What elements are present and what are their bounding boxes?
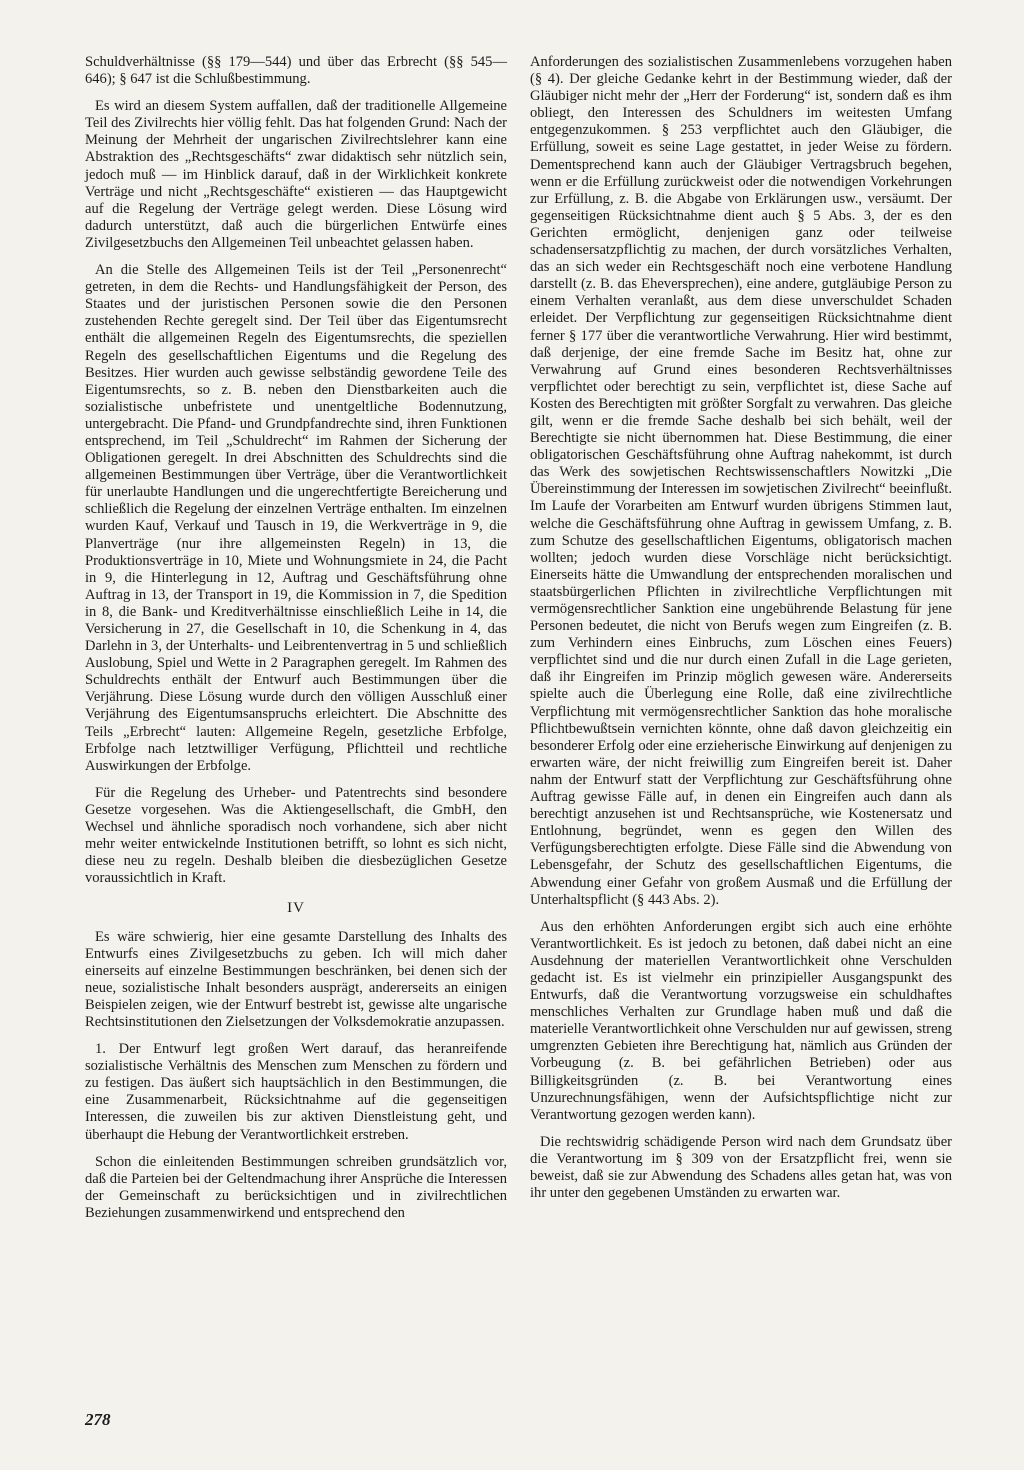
paragraph: Schon die einleitenden Bestimmungen schreiben grundsätzlich vor, daß die Parteien bei der Geltendmachung ihrer Ansprüche die Interessen der Gemeinschaft zu berücksichtigen und in zivilrechtlichen Beziehungen zusammenwirkend und entsprechend den <box>85 1153 507 1221</box>
paragraph: Anforderungen des sozialistischen Zusammenlebens vorzugehen haben (§ 4). Der gleiche Gedanke kehrt in der Bestimmung wieder, daß der Gläubiger nicht mehr der „Herr der Forderung“ ist, sondern daß es ihm obliegt, den Interessen des Schuldners im weitesten Umfang entgegenzukommen. § 253 verpflichtet auch den Gläubiger, die Erfüllung, soweit es seine Lage gestattet, in jeder Weise zu fördern. Dementsprechend kann auch der Gläubiger Vertragsbruch begehen, wenn er die Erfüllung zurückweist oder die notwendigen Vorkehrungen zur Erfüllung, z. B. die Abgabe von Erklärungen usw., versäumt. Der gegenseitigen Rücksichtnahme dient auch § 5 Abs. 3, der es den Gerichten ermöglicht, denjenigen ganz oder teilweise schadensersatzpflichtig zu machen, der durch vorsätzliches Verhalten, das an sich weder ein Rechtsgeschäft noch eine verbotene Handlung darstellt (z. B. das Eheversprechen), eine andere, gutgläubige Person zu einem Verhalten veranlaßt, aus dem diese unverschuldet Schaden erleidet. Der Verpflichtung zur gegenseitigen Rücksichtnahme dient ferner § 177 über die verantwortliche Verwahrung. Hier wird bestimmt, daß derjenige, der eine fremde Sache im Besitz hat, ohne zur Verwahrung auf Grund eines besonderen Rechtsverhältnisses verpflichtet oder berechtigt zu sein, verpflichtet ist, diese Sache auf Kosten des Berechtigten mit größter Sorgfalt zu verwahren. Das gleiche gilt, wenn er die fremde Sache deshalb bei sich behält, weil der Berechtigte sie nicht übernommen hat. Diese Bestimmung, die einer obligatorischen Geschäftsführung ohne Auftrag nahekommt, ist durch das Werk des sowjetischen Rechtswissenschaftlers Nowitzki „Die Übereinstimmung der Interessen im sowjetischen Zivilrecht“ beeinflußt. Im Laufe der Vorarbeiten am Entwurf wurden übrigens Stimmen laut, welche die Geschäftsführung ohne Auftrag in gewissem Umfang, z. B. zum Schutze des gesellschaftlichen Eigentums, obligatorisch machen wollten; jedoch wurden diese Vorschläge nicht berücksichtigt. Einerseits hätte die Umwandlung der entsprechenden moralischen und staatsbürgerlichen Pflichten in zivilrechtliche Verpflichtungen mit vermögensrechtlicher Sanktion eine ungebührende Belastung für jene Personen bedeutet, die nicht von Berufs wegen zum Eingreifen (z. B. zum Verhindern eines Einbruchs, zum Löschen eines Feuers) verpflichtet sind und die nur durch einen Zufall in die Lage gerieten, daß ihr Eingreifen im Prinzip möglich gewesen wäre. Andererseits spielte auch die Überlegung eine Rolle, daß eine zivilrechtliche Verpflichtung mit vermögensrechtlicher Sanktion das hohe moralische Pflichtbewußtsein vernichten könnte, ohne daß davon gleichzeitig ein besonderer Erfolg oder eine erzieherische Einwirkung auf denjenigen zu erwarten wäre, der nicht freiwillig zum Eingreifen bereit ist. Daher nahm der Entwurf statt der Verpflichtung zur Geschäftsführung ohne Auftrag gewisse Fälle auf, in denen ein Eingreifen auch dann als berechtigt anzusehen ist und Rechtsansprüche, wie Kostenersatz und Entlohnung, begründet, wenn es gegen den Willen des Verfügungsberechtigten erfolgte. Diese Fälle sind die Abwendung von Lebensgefahr, der Schutz des gesellschaftlichen Eigentums, die Abwendung einer Gefahr von großem Ausmaß und die Erfüllung der Unterhaltspflicht (§ 443 Abs. 2). <box>530 54 952 908</box>
paragraph: Schuldverhältnisse (§§ 179—544) und über das Erbrecht (§§ 545—646); § 647 ist die Schlußbestimmung. <box>85 54 507 88</box>
left-column <box>85 54 507 1222</box>
section-heading: IV <box>287 900 305 917</box>
paragraph: Die rechtswidrig schädigende Person wird nach dem Grundsatz über die Verantwortung im § 309 von der Ersatzpflicht frei, wenn sie beweist, daß sie zur Abwendung des Schadens alles getan hat, was von ihr unter den gegebenen Umständen zu erwarten war. <box>530 1133 952 1202</box>
page-number: 278 <box>85 1410 111 1429</box>
right-column <box>530 54 952 1202</box>
paragraph: Für die Regelung des Urheber- und Patentrechts sind besondere Gesetze vorgesehen. Was die Aktiengesellschaft, die GmbH, den Wechsel und ähnliche sporadisch noch vorhandene, sich aber nicht mehr weiter entwickelnde Institutionen betrifft, so lohnt es sich nicht, diese neu zu regeln. Deshalb bleiben die diesbezüglichen Gesetze voraussichtlich in Kraft. <box>85 784 507 887</box>
paragraph: Es wäre schwierig, hier eine gesamte Darstellung des Inhalts des Entwurfs eines Zivilgesetzbuchs zu geben. Ich will mich daher einerseits auf einzelne Bestimmungen beschränken, bei denen sich der neue, sozialistische Inhalt besonders ausprägt, andererseits an einigen Beispielen zeigen, wie der Entwurf bestrebt ist, gewisse alte ungarische Rechtsinstitutionen den Zielsetzungen der Volksdemokratie anzupassen. <box>85 928 507 1030</box>
paragraph: Aus den erhöhten Anforderungen ergibt sich auch eine erhöhte Verantwortlichkeit. Es ist jedoch zu betonen, daß dabei nicht an eine Ausdehnung der materiellen Verantwortlichkeit ohne Verschulden gedacht ist. Es ist vielmehr ein prinzipieller Ausgangspunkt des Entwurfs, daß die Verantwortung vorzugsweise ein schuldhaftes menschliches Verhalten zur Grundlage haben muß und daß die materielle Verantwortlichkeit ohne Verschulden nur auf gewissen, streng umgrenzten Gebieten ihre Berechtigung hat, nämlich aus Gründen der Vorbeugung (z. B. bei gefährlichen Betrieben) oder aus Billigkeitsgründen (z. B. bei Verantwortung eines Unzurechnungsfähigen, wenn der Aufsichtspflichtige nicht zur Verantwortung gezogen werden kann). <box>530 918 953 1123</box>
paragraph: 1. Der Entwurf legt großen Wert darauf, das heranreifende sozialistische Verhältnis des Menschen zum Menschen zu fördern und zu festigen. Das äußert sich hauptsächlich in den Bestimmungen, die eine Zusammenarbeit, Rücksichtnahme auf die gegenseitigen Interessen, die zuweilen bis zur aktiven Dienstleistung geht, und überhaupt die Hebung der Verantwortlichkeit erstreben. <box>85 1041 507 1143</box>
paragraph: An die Stelle des Allgemeinen Teils ist der Teil „Personenrecht“ getreten, in dem die Rechts- und Handlungsfähigkeit der Person, des Staates und der juristischen Personen sowie die den Personen zustehenden Rechte geregelt sind. Der Teil über das Eigentumsrecht enthält die allgemeinen Regeln des Eigentumsrechts, die speziellen Regeln des gesellschaftlichen Eigentums und die Regelung des Besitzes. Hier wurden auch gewisse selbständig gewordene Teile des Eigentumsrechts, so z. B. neben den Dienstbarkeiten auch die sozialistische unbefristete und unentgeltliche Bodennutzung, untergebracht. Die Pfand- und Grundpfandrechte sind, ihren Funktionen entsprechend, im Teil „Schuldrecht“ im Rahmen der Sicherung der Obligationen geregelt. In drei Abschnitten des Schuldrechts sind die allgemeinen Bestimmungen über Verträge, über die Verantwortlichkeit für unerlaubte Handlungen und die ungerechtfertigte Bereicherung und schließlich die Regelung der einzelnen Verträge enthalten. Im einzelnen wurden Kauf, Verkauf und Tausch in 19, die Werkverträge in 9, die Planverträge (nur ihre allgemeinsten Regeln) in 13, die Produktionsverträge in 10, Miete und Wohnungsmiete in 24, die Pacht in 9, die Hinterlegung in 12, Auftrag und Geschäftsführung ohne Auftrag in 13, der Transport in 19, die Kommission in 7, die Spedition in 8, die Bank- und Kreditverhältnisse einschließlich Leihe in 14, die Versicherung in 27, die Gesellschaft in 10, die Schenkung in 4, das Darlehn in 3, der Unterhalts- und Leibrentenvertrag in 5 und schließlich Auslobung, Spiel und Wette in 2 Paragraphen geregelt. Im Rahmen des Schuldrechts enthält der Entwurf auch Bestimmungen über die Verjährung. Diese Lösung wurde durch den völligen Ausschluß einer Verjährung des Eigentumsanspruchs erleichtert. Die Abschnitte des Teils „Erbrecht“ lauten: Allgemeine Regeln, gesetzliche Erbfolge, Erbfolge nach letztwilliger Verfügung, Pflichtteil und rechtliche Auswirkungen der Erbfolge. <box>85 262 507 774</box>
paragraph: Es wird an diesem System auffallen, daß der traditionelle Allgemeine Teil des Zivilrechts hier völlig fehlt. Das hat folgenden Grund: Nach der Meinung der Mehrheit der ungarischen Zivilrechtslehrer kann eine Abstraktion des „Rechtsgeschäfts“ zwar didaktisch sehr nützlich sein, jedoch muß — im Hinblick darauf, daß in der Wirklichkeit konkrete Verträge und nicht „Rechtsgeschäfte“ existieren — das Hauptgewicht auf die Regelung der Verträge gelegt werden. Diese Lösung wird dadurch unterstützt, daß auch die bürgerlichen Entwürfe eines Zivilgesetzbuchs den Allgemeinen Teil unbeachtet gelassen haben. <box>85 98 507 251</box>
